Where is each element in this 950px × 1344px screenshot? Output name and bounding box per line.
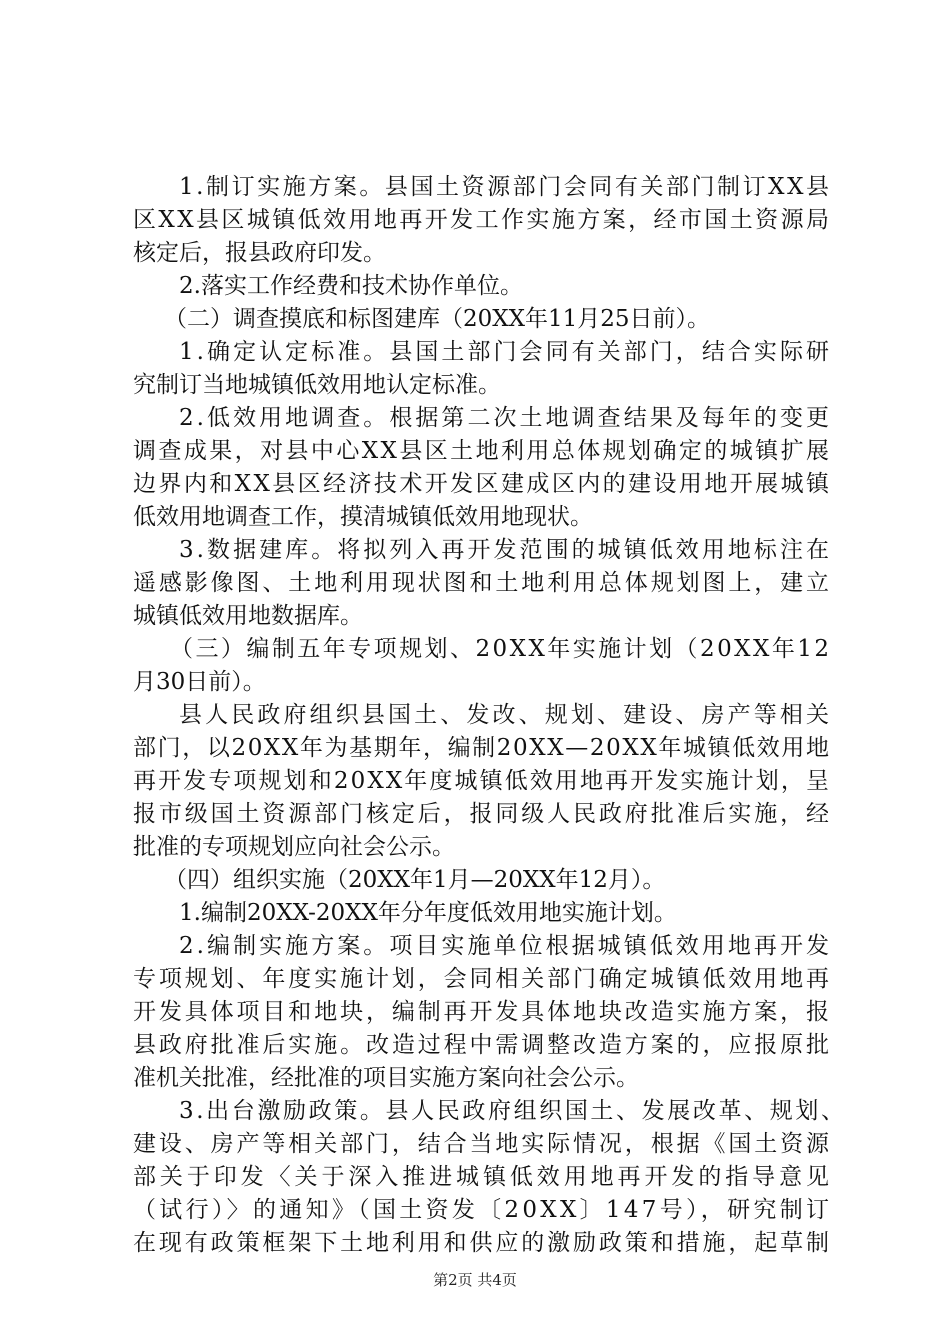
text-line: （三）编制五年专项规划、20XX年实施计划（20XX年12 (170, 636, 832, 662)
text-line: 区XX县区城镇低效用地再开发工作实施方案，经市国土资源局 (133, 207, 832, 233)
text-line: 县政府批准后实施。改造过程中需调整改造方案的，应报原批 (133, 1032, 832, 1058)
text-line: 调查成果，对县中心XX县区土地利用总体规划确定的城镇扩展 (133, 438, 832, 464)
text-line: 批准的专项规划应向社会公示。 (133, 834, 455, 860)
text-line: 部关于印发〈关于深入推进城镇低效用地再开发的指导意见 (133, 1164, 833, 1190)
text-line: 专项规划、年度实施计划，会同相关部门确定城镇低效用地再 (133, 966, 832, 992)
text-line: 3.数据建库。将拟列入再开发范围的城镇低效用地标注在 (179, 537, 833, 563)
text-line: （试行）〉的通知》（国土资发〔20XX〕147号），研究制订 (133, 1197, 833, 1223)
text-line: 遥感影像图、土地利用现状图和土地利用总体规划图上，建立 (133, 570, 832, 596)
text-line: 3.出台激励政策。县人民政府组织国土、发展改革、规划、 (179, 1098, 847, 1124)
text-line: 准机关批准，经批准的项目实施方案向社会公示。 (133, 1065, 639, 1091)
text-line: 2.编制实施方案。项目实施单位根据城镇低效用地再开发 (179, 933, 833, 959)
text-line: 县人民政府组织县国土、发改、规划、建设、房产等相关 (179, 702, 833, 728)
text-line: 低效用地调查工作，摸清城镇低效用地现状。 (133, 504, 593, 530)
text-line: 开发具体项目和地块，编制再开发具体地块改造实施方案，报 (133, 999, 832, 1025)
text-line: 边界内和XX县区经济技术开发区建成区内的建设用地开展城镇 (133, 471, 832, 497)
text-line: 建设、房产等相关部门，结合当地实际情况，根据《国土资源 (133, 1131, 832, 1157)
text-line: 再开发专项规划和20XX年度城镇低效用地再开发实施计划，呈 (133, 768, 832, 794)
text-line: （二）调查摸底和标图建库（20XX年11月25日前）。 (164, 306, 711, 332)
text-line: 1.编制20XX-20XX年分年度低效用地实施计划。 (179, 900, 677, 926)
text-line: 2.低效用地调查。根据第二次土地调查结果及每年的变更 (179, 405, 833, 431)
text-line: 部门，以20XX年为基期年，编制20XX—20XX年城镇低效用地 (133, 735, 831, 761)
text-line: （四）组织实施（20XX年1月—20XX年12月）。 (164, 867, 666, 893)
text-line: 城镇低效用地数据库。 (133, 603, 363, 629)
text-line: 究制订当地城镇低效用地认定标准。 (133, 372, 501, 398)
text-line: 1.确定认定标准。县国土部门会同有关部门，结合实际研 (179, 339, 833, 365)
text-line: 2.落实工作经费和技术协作单位。 (179, 273, 523, 299)
page-number-footer: 第2页 共4页 (433, 1271, 517, 1289)
text-line: 报市级国土资源部门核定后，报同级人民政府批准后实施，经 (133, 801, 832, 827)
text-line: 核定后，报县政府印发。 (133, 240, 386, 266)
text-line: 在现有政策框架下土地利用和供应的激励政策和措施，起草制 (133, 1230, 832, 1256)
text-line: 1.制订实施方案。县国土资源部门会同有关部门制订XX县 (179, 174, 832, 200)
text-line: 月30日前）。 (133, 669, 266, 695)
